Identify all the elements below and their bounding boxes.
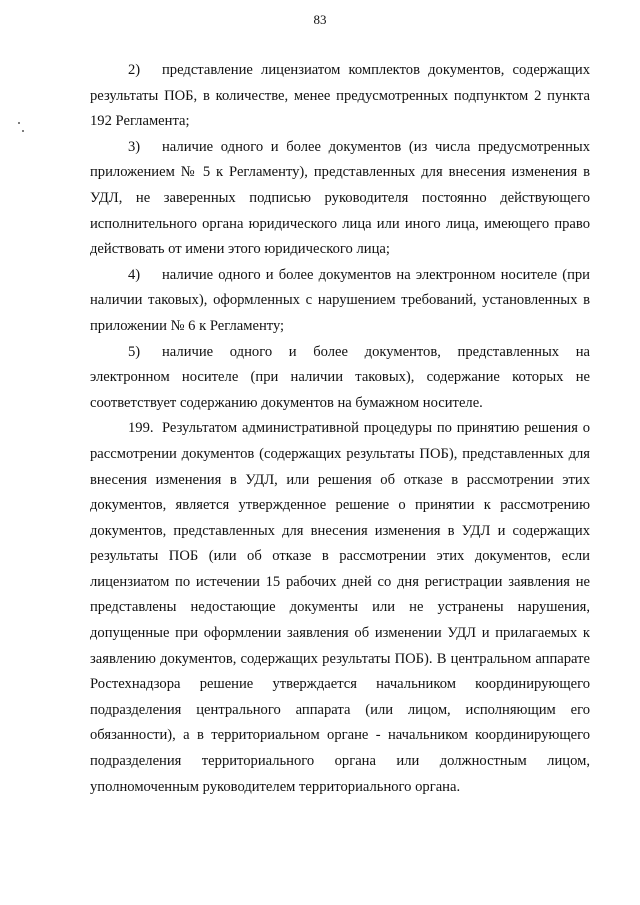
list-item-number: 3)	[128, 138, 141, 155]
list-item-5	[90, 340, 590, 417]
clause-text: Результатом административной процедуры по принятию решения о рассмотрении документов (содержащих результаты ПОБ), представленных для внесения изменения в УДЛ, или решения об отказе в рассмотрении этих документов, является утвержденное решение о принятии к рассмотрению документов, представленных для внесения изменения в УДЛ и содержащих результаты ПОБ (или об отказе в рассмотрении этих документов, если лицензиатом по истечении 15 рабочих дней со дня регистрации заявления не представлены недостающие документы или не устранены нарушения, допущенные при оформлении заявления об изменении УДЛ и прилагаемых к заявлению документов, содержащих результаты ПОБ). В центральном аппарате Ростехнадзора решение утверждается начальником координирующего подразделения центрального аппарата (или лицом, исполняющим его обязанности), а в территориальном органе - начальником координирующего подразделения территориального органа или должностным лицом, уполномоченным руководителем территориального органа.	[90, 420, 590, 795]
list-item-3	[90, 135, 590, 263]
list-item-number: 4)	[128, 266, 141, 283]
scan-speck	[22, 130, 24, 132]
list-item-text: наличие одного и более документов, представленных на электронном носителе (при наличии таковых), содержание которых не соответствует содержанию документов на бумажном носителе.	[90, 343, 590, 411]
list-item-number: 2)	[128, 62, 141, 78]
document-body	[90, 58, 590, 800]
page-number: 83	[313, 12, 327, 27]
clause-number: 199.	[128, 420, 154, 437]
list-item-text: наличие одного и более документов (из числа предусмотренных приложением № 5 к Регламенту), представленных для внесения изменения в УДЛ, не заверенных подписью руководителя постоянно действующего исполнительного органа юридического лица или иного лица, имеющего право действовать от имени этого юридического лица;	[90, 138, 590, 258]
list-item-text: наличие одного и более документов на электронном носителе (при наличии таковых), оформленных с нарушением требований, установленных в приложении № 6 к Регламенту;	[90, 266, 590, 334]
list-item-4	[90, 263, 590, 340]
scan-speck	[18, 122, 20, 124]
list-item-2	[90, 58, 590, 135]
clause-199	[90, 416, 590, 800]
list-item-text: представление лицензиатом комплектов документов, содержащих результаты ПОБ, в количестве, менее предусмотренных подпунктом 2 пункта 192 Регламента;	[90, 62, 590, 130]
list-item-number: 5)	[128, 343, 141, 360]
